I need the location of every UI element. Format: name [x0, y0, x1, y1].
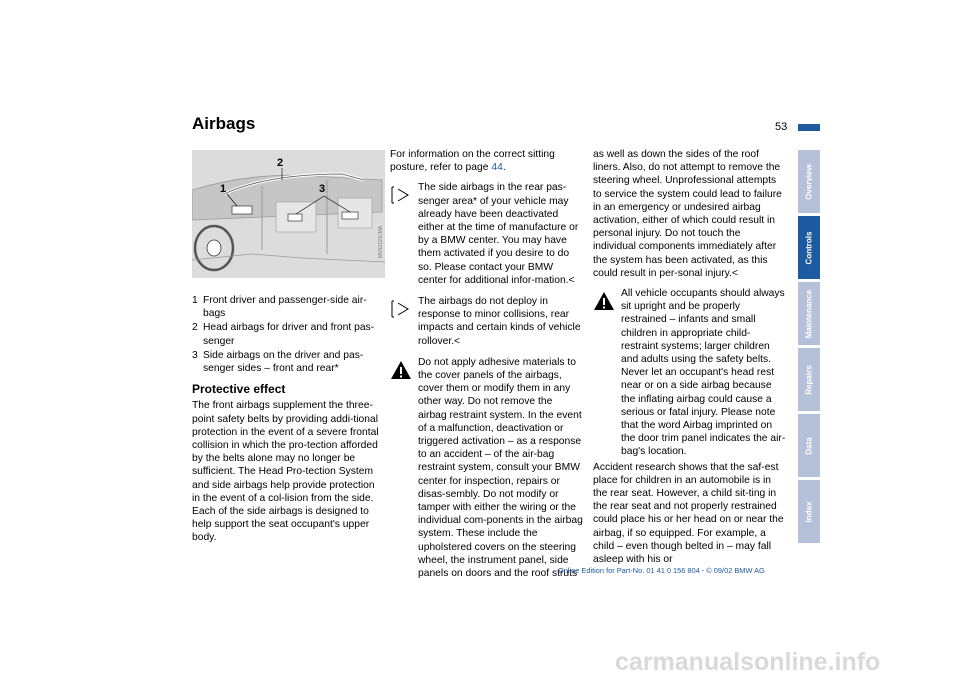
column-2	[390, 148, 583, 588]
list-number: 1	[192, 295, 198, 306]
list-item	[192, 294, 385, 320]
page-reference-link[interactable]: 44	[491, 162, 503, 174]
tab-label: Controls	[804, 231, 814, 264]
car-interior-drawing	[192, 150, 385, 278]
note-text: The airbags do not deploy in response to minor collisions, rear impacts and certain kinds of vehicle rollover.<	[418, 296, 581, 347]
list-number: 3	[192, 349, 198, 361]
list-text: Front driver and passenger-side air-bags	[203, 295, 367, 320]
body-paragraph: The front airbags supplement the three-point safety belts by providing addi-tional protection in the event of a severe frontal collision in which the pro-tection afforded by the belts alone may no longer be sufficient. The Head Pro-tection System and side airbags help provide protection in the event of a col-lision from the side. Each of the side airbags is designed to help support the seat occupant's upper body.	[192, 400, 379, 544]
warning-text: All vehicle occupants should always sit upright and be properly restrained – infants and small children in appropriate child-restraint systems; larger children and adults using the safety belts. Never let an occupant's head rest near or on a side airbag because the inflating airbag could cause a serious or fatal injury. Please note that the word Airbag imprinted on the door trim panel indicates the air-bag's location.	[621, 288, 786, 458]
callout-1: 1	[220, 183, 227, 195]
page-title: Airbags	[192, 114, 256, 133]
list-text: Head airbags for driver and front pas-senger	[203, 322, 375, 347]
intro-paragraph	[390, 148, 583, 174]
list-item	[192, 349, 385, 375]
warning-block	[390, 356, 583, 580]
airbag-illustration	[192, 150, 385, 278]
intro-text: For information on the correct sitting posture, refer to page	[390, 149, 555, 174]
note-arrow-icon	[390, 185, 412, 205]
note-arrow-icon	[390, 299, 412, 319]
note-block	[390, 295, 583, 348]
note-block	[390, 181, 583, 287]
tab-maintenance[interactable]	[798, 282, 820, 345]
warning-text: Do not apply adhesive materials to the cover panels of the airbags, cover them or modify them in any other way. Do not remove the airbag restraint system. In the event of a malfunction, deactivation or triggered activation – as a response to an accident – of the air-bag restraint system, consult your BMW center for inspection, repairs or disas-sembly. Do not modify or tamper with either the wiring or the individual com-ponents in the airbag system. These include the upholstered covers on the steering wheel, the instrument panel, side panels on doors and the roof struts	[418, 356, 583, 580]
tab-index[interactable]	[798, 480, 820, 543]
page-number: 53	[775, 121, 788, 133]
footer-edition-note: Online Edition for Part-No. 01 41 0 156 804 - © 09/02 BMW AG	[558, 566, 765, 575]
note-text: The side airbags in the rear pas-senger area* of your vehicle may already have been deactivated either at the time of manufacture or by a BMW center. You may have them activated if you desire to do so. Please contact your BMW center for additional infor-mation.<	[418, 182, 579, 286]
tab-label: Repairs	[804, 364, 814, 395]
intro-end: .	[502, 162, 506, 174]
warning-block	[593, 287, 786, 459]
callout-2: 2	[277, 157, 284, 169]
tab-controls[interactable]	[798, 216, 820, 279]
tab-label: Index	[804, 501, 814, 522]
body-paragraph: Accident research shows that the saf-est place for children in an automobile is in the rear seat. However, a child sit-ting in the rear seat and not properly restrained could place his or her head on or near the airbag, if so equipped. For example, a child – even though belted in – may fall asleep with his or	[593, 461, 784, 566]
callout-3: 3	[319, 183, 326, 195]
tab-overview[interactable]	[798, 150, 820, 213]
section-heading: Protective effect	[192, 382, 286, 397]
continued-paragraph: as well as down the sides of the roof liners. Also, do not attempt to remove the steering wheel. Unprofessional attempts to service the system could lead to failure in an emergency or undesired airbag activation, either of which could result in personal injury. Do not touch the individual components immediately after the system has been activated, as this could result in per-sonal injury.<	[593, 149, 782, 279]
tab-data[interactable]	[798, 414, 820, 477]
tab-label: Maintenance	[804, 289, 814, 338]
list-item	[192, 321, 385, 347]
list-text: Side airbags on the driver and pas-senger sides – front and rear*	[203, 349, 364, 375]
warning-triangle-icon	[390, 360, 412, 380]
figure-code: MV02110CMA	[378, 225, 384, 258]
list-number: 2	[192, 322, 198, 334]
tab-label: Overview	[804, 163, 814, 200]
page-marker	[798, 124, 820, 131]
warning-triangle-icon	[593, 291, 615, 311]
tab-repairs[interactable]	[798, 348, 820, 411]
column-1	[192, 294, 385, 552]
tab-label: Data	[804, 436, 814, 455]
watermark: carmanualsonline.info	[615, 648, 881, 676]
column-3	[593, 148, 786, 573]
